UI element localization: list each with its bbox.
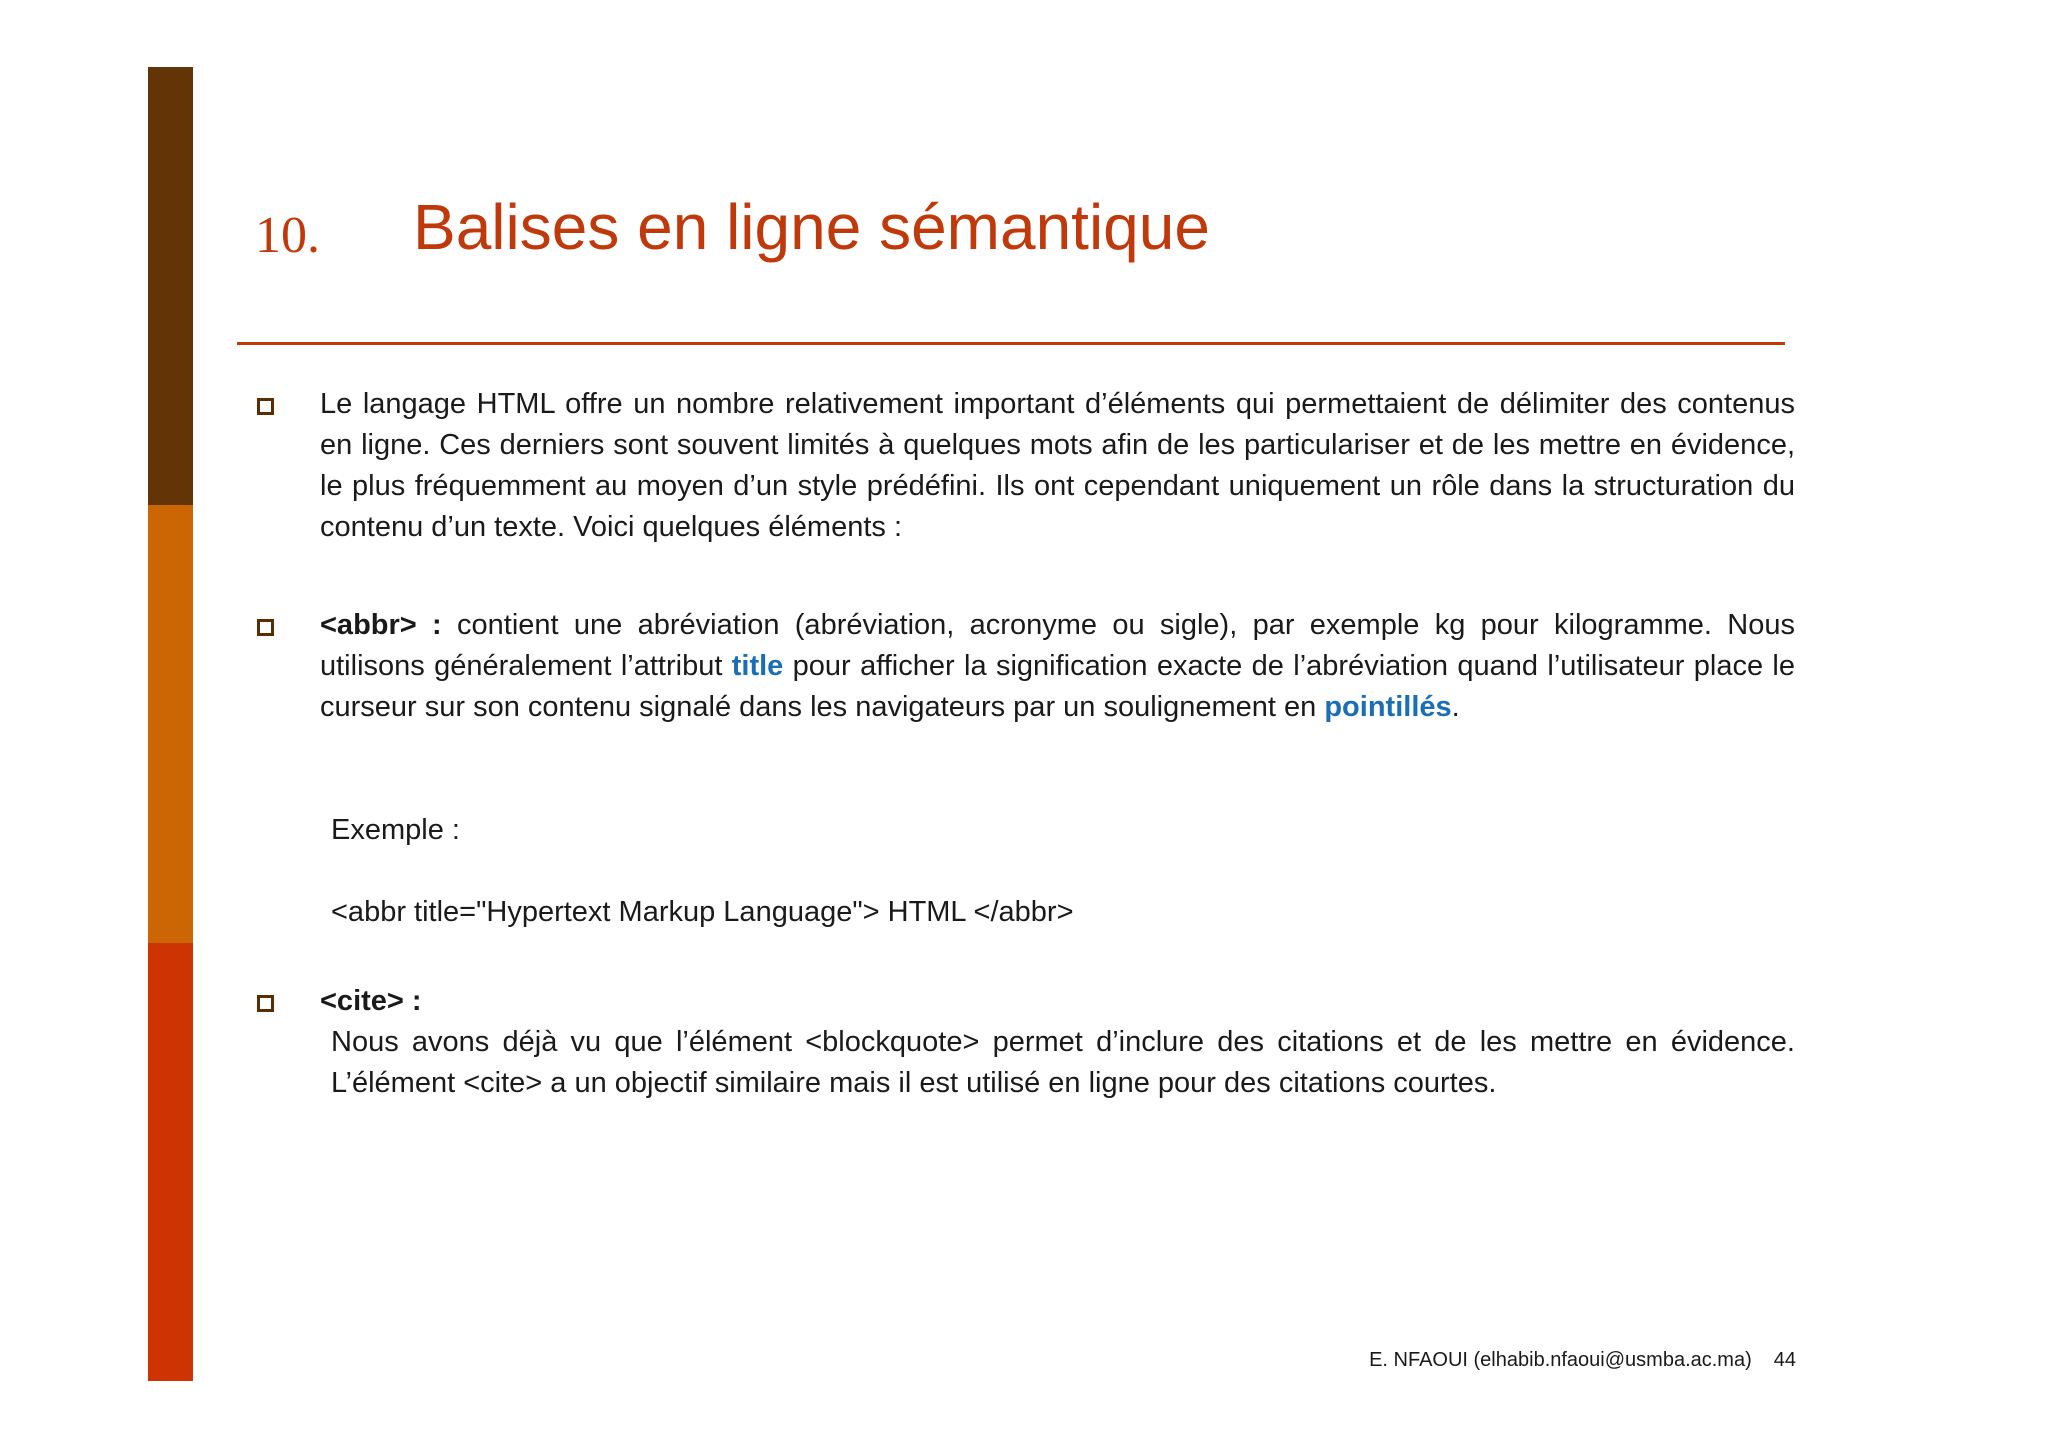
example-label: Exemple : [331,814,460,846]
side-bar-bottom [148,943,193,1381]
example-code: <abbr title="Hypertext Markup Language"> HTML </abbr> [331,896,1074,928]
keyword-pointilles: pointillés [1324,691,1452,723]
page-number: 44 [1773,1349,1796,1371]
abbr-paragraph [320,605,1795,728]
abbr-text-2: pour afficher la signification exacte de l’abréviation quand l’utilisateur place le curseur sur son contenu signalé dans les navigateurs par un soulignement en [320,650,1796,723]
abbr-text-3: . [1451,691,1460,723]
bullet-square-icon [257,995,274,1012]
cite-paragraph: Nous avons déjà vu que l’élément <blockquote> permet d’inclure des citations et de les mettre en évidence. L’élément <cite> a un objectif similaire mais il est utilisé en ligne pour des citations courtes. [331,1026,1795,1099]
side-bar-middle [148,505,193,943]
cite-tag: <cite> : [320,985,422,1017]
abbr-text-1: contient une abréviation (abréviation, acronyme ou sigle), par exemple kg pour kilogramme. Nous utilisons généralement l’attribut [320,609,1795,682]
side-bar-top [148,67,193,505]
footer-author: E. NFAOUI (elhabib.nfaoui@usmba.ac.ma) [1369,1349,1752,1371]
intro-paragraph: Le langage HTML offre un nombre relativement important d’éléments qui permettaient de délimiter des contenus en ligne. Ces derniers sont souvent limités à quelques mots afin de les particulariser et de les mettre en évidence, le plus fréquemment au moyen d’un style prédéfini. Ils ont cependant uniquement un rôle dans la structuration du contenu d’un texte. Voici quelques éléments : [320,388,1795,543]
keyword-title: title [731,650,784,682]
bullet-square-icon [257,619,274,636]
section-title: Balises en ligne sémantique [413,191,1210,263]
footer [1369,1349,1796,1372]
abbr-tag: <abbr> : [320,609,442,641]
section-number: 10. [255,207,320,264]
slide-title [255,190,1815,280]
title-underline [237,342,1785,345]
bullet-square-icon [257,398,274,415]
